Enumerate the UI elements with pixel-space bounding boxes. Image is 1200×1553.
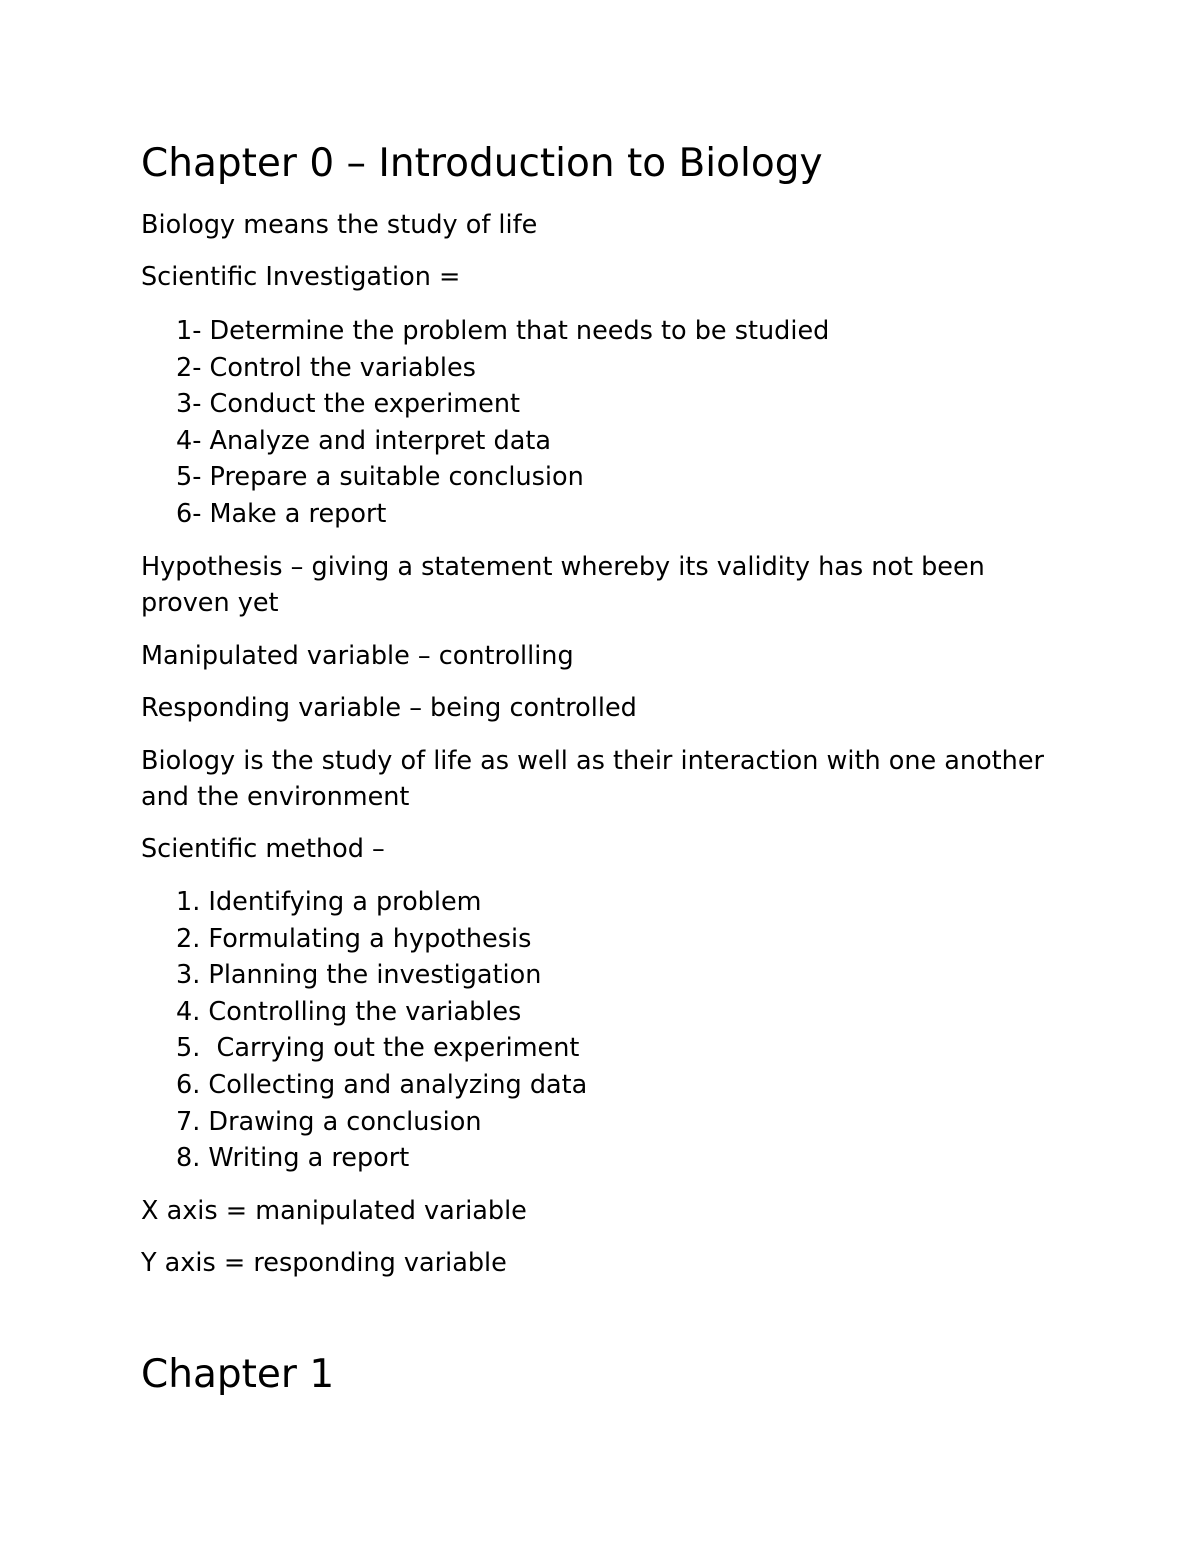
list-item: 8. Writing a report <box>176 1143 410 1174</box>
list-item: 3. Planning the investigation <box>176 960 542 991</box>
manipulated-variable-line: Manipulated variable – controlling <box>141 641 574 671</box>
list-item: 5. Carrying out the experiment <box>176 1033 580 1064</box>
method-steps-list <box>176 884 587 1177</box>
investigation-steps-list <box>176 313 829 533</box>
x-axis-line: X axis = manipulated variable <box>141 1196 527 1226</box>
list-item: 5- Prepare a suitable conclusion <box>176 462 584 493</box>
y-axis-line: Y axis = responding variable <box>141 1248 507 1278</box>
list-item: 3- Conduct the experiment <box>176 389 520 420</box>
list-item: 7. Drawing a conclusion <box>176 1106 482 1137</box>
biology-full-definition: Biology is the study of life as well as their interaction with one another and the environment <box>141 746 1045 812</box>
hypothesis-paragraph: Hypothesis – giving a statement whereby its validity has not been proven yet <box>141 552 985 618</box>
list-item: 4- Analyze and interpret data <box>176 425 551 456</box>
chapter-0-title: Chapter 0 – Introduction to Biology <box>141 141 823 186</box>
responding-variable-line: Responding variable – being controlled <box>141 693 637 723</box>
scientific-investigation-heading: Scientific Investigation = <box>141 262 461 292</box>
list-item: 4. Controlling the variables <box>176 996 522 1027</box>
scientific-method-heading: Scientific method – <box>141 834 385 864</box>
list-item: 6- Make a report <box>176 498 387 529</box>
list-item: 6. Collecting and analyzing data <box>176 1069 588 1100</box>
chapter-1-title: Chapter 1 <box>141 1352 335 1397</box>
list-item: 2. Formulating a hypothesis <box>176 923 532 954</box>
list-item: 2- Control the variables <box>176 352 476 383</box>
list-item: 1- Determine the problem that needs to be studied <box>176 316 830 346</box>
list-item: 1. Identifying a problem <box>176 887 482 917</box>
biology-definition: Biology means the study of life <box>141 210 538 240</box>
